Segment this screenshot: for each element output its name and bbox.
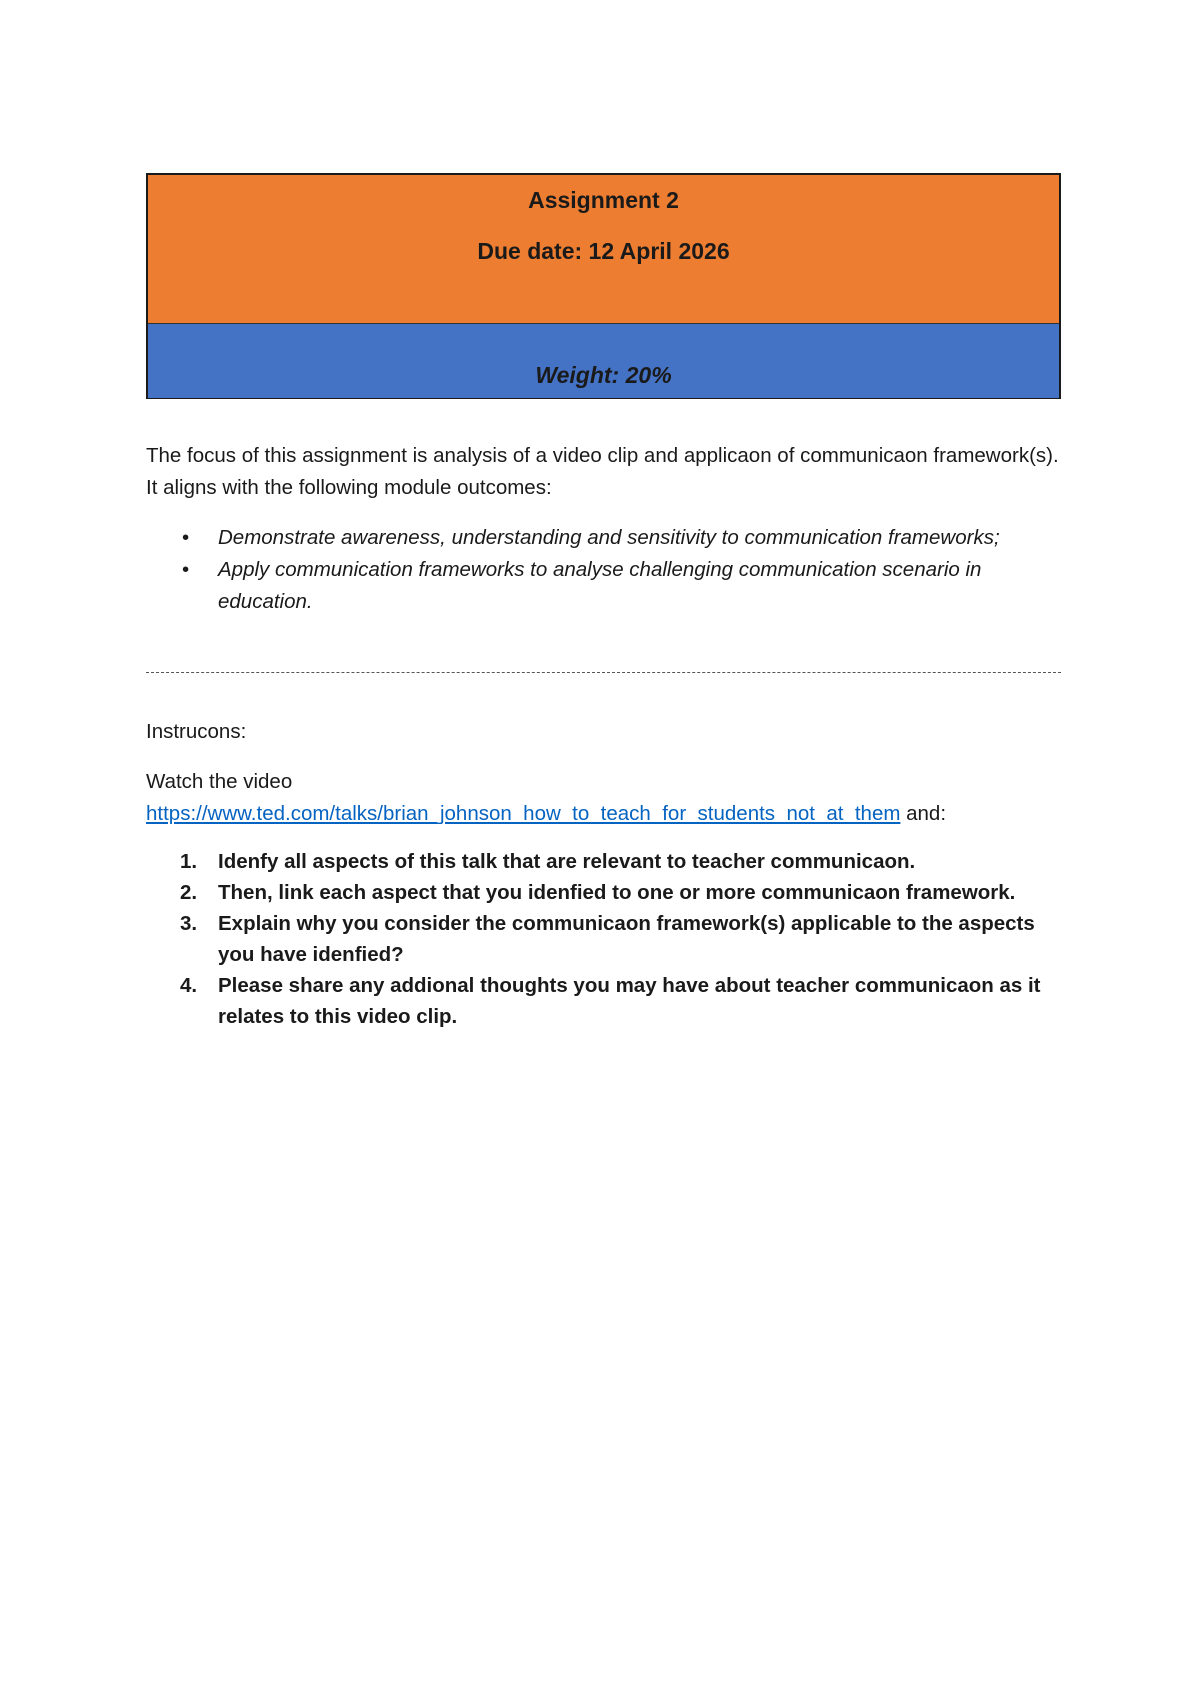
step-item <box>146 970 1066 1032</box>
step-number: 4. <box>180 974 198 997</box>
weight-label: Weight: 20% <box>535 362 672 388</box>
instructions-heading: Instrucons: <box>146 720 247 743</box>
header-orange-band <box>148 175 1059 324</box>
assignment-title: Assignment 2 <box>528 187 679 213</box>
outcome-text: Apply communication frameworks to analyse challenging communication scenario in education. <box>218 558 982 613</box>
ted-video-link[interactable]: https://www.ted.com/talks/brian_johnson_how_to_teach_for_students_not_at_them <box>146 802 901 825</box>
step-text: Idenfy all aspects of this talk that are relevant to teacher communicaon. <box>218 850 916 873</box>
bullet-icon: • <box>182 526 190 549</box>
outcome-text: Demonstrate awareness, understanding and sensitivity to communication frameworks; <box>218 526 1000 549</box>
header-blue-band <box>148 324 1059 398</box>
step-number: 2. <box>180 881 198 904</box>
outcome-item <box>146 522 1066 554</box>
outcome-item <box>146 554 1066 618</box>
step-number: 3. <box>180 912 198 935</box>
video-link-line <box>146 798 1066 830</box>
intro-paragraph: The focus of this assignment is analysis of a video clip and applicaon of communicaon framework(s). It aligns with the following module outcomes: <box>146 444 1059 499</box>
step-item <box>146 846 1066 877</box>
step-text: Then, link each aspect that you idenfied to one or more communicaon framework. <box>218 881 1016 904</box>
step-number: 1. <box>180 850 198 873</box>
bullet-icon: • <box>182 558 190 581</box>
dashed-divider <box>146 672 1061 673</box>
watch-video-text: Watch the video <box>146 770 293 793</box>
link-suffix: and: <box>900 802 947 825</box>
due-date: Due date: 12 April 2026 <box>477 238 730 264</box>
instruction-steps-list <box>146 846 1066 1032</box>
step-item <box>146 908 1066 970</box>
assignment-header-box <box>146 173 1061 399</box>
step-item <box>146 877 1066 908</box>
step-text: Explain why you consider the communicaon framework(s) applicable to the aspects you have idenfied? <box>218 912 1035 966</box>
module-outcomes-list <box>146 522 1066 618</box>
step-text: Please share any addional thoughts you may have about teacher communicaon as it relates to this video clip. <box>218 974 1041 1028</box>
